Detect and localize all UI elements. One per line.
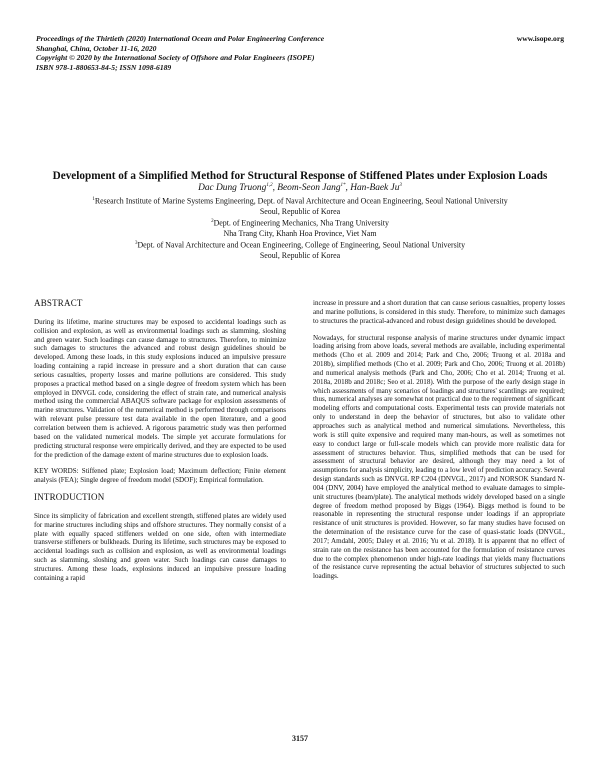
author-affiliation-mark: 1* — [340, 183, 346, 188]
header-line-location: Shanghai, China, October 11-16, 2020 — [36, 43, 157, 53]
affiliation-line: Seoul, Republic of Korea — [259, 250, 341, 260]
affiliation-line — [30, 239, 570, 251]
author-affiliation-mark: 3 — [399, 183, 402, 188]
introduction-paragraph: Since its simplicity of fabrication and excellent strength, stiffened plates are widely used for marine structures including ships and offshore structures. They normally consist of a plate with equally spaced stiffeners welded on one side, often with intermediate transverse stiffeners or bulkheads. During its lifetime, such structures may be exposed to accidental loadings such as collision and explosion, as well as environmental loadings such as slamming, sloshing and green water. Such loadings can cause damages to structures. Among these loads, explosions induced an impulsive pressure loading containing a rapid — [34, 511, 286, 582]
abstract-text: During its lifetime, marine structures may be exposed to accidental loadings such as collision and explosion, as well as environmental loadings such as slamming, sloshing and green water. Such loadings can cause damage to structures. Therefore, to minimize such damages to structures the advanced and robust design guidelines should be developed. Among these loads, in this study explosions induced an impulsive pressure loading containing a rapid increase in pressure and a short duration that can cause serious casualties, property losses and marine pollutions are considered. This study proposes a practical method based on a single degree of freedom system which has been employed in DNVGL code, considering the effect of strain rate, and numerical analysis method using the commercial ABAQUS software package for explosion assessments of marine structures. Validation of the numerical method is performed through comparisons with relevant pulse pressure test data available in the open literature, and a good correlation between them is achieved. A rigorous parametric study was then performed based on the validated numerical models. The simple yet accurate formulations for predicting structural response were empirically derived, and they are expected to be used for the prediction of the damage extent of marine structures due to explosion loads. — [34, 317, 286, 459]
author-separator: , — [272, 183, 278, 194]
author-name: Dac Dung Truong — [198, 183, 267, 194]
page-number: 3157 — [292, 734, 308, 743]
paper-title: Development of a Simplified Method for Structural Response of Stiffened Plates under Explosion Loads — [52, 170, 548, 182]
affiliation-line: Nha Trang City, Khanh Hoa Province, Viet Nam — [223, 228, 377, 238]
author-separator: , — [345, 183, 351, 194]
affiliation-text: Research Institute of Marine Systems Engineering, Dept. of Naval Architecture and Ocean Engineering, Seoul National University — [94, 196, 508, 206]
introduction-paragraph: Nowadays, for structural response analysis of marine structures under dynamic impact loading arising from above loads, several methods are available, including experimental methods (Cho et al. 2009 and 2014; Park and Cho, 2006; Truong et al. 2018a and 2018b), simplified methods (Cho et al. 2009; Park and Cho, 2006; Truong et al. 2018b) and numerical analysis methods (Park and Cho, 2006; Cho et al. 2014; Truong et al. 2018a, 2018b and 2018c; Seo et al. 2018). With the purpose of the early design stage in which assessments of many scenarios of loadings and structures' scantlings are required; thus, numerical analyses are somewhat not practical due to the requirement of significant modeling efforts and computational costs. Experimental tests can provide materials not only to understand in deep the behavior of structures, but also to validate other approaches such as analytical method and numerical simulations. Nevertheless, this work is still quite expensive and required many man-hours, as well as sometimes not easy to conduct large or full-scale models which can provide more realistic data for assessment of structures behavior. Thus, simplified methods that can be used for assessment of structural behavior are desired, although they may need a lot of assumptions for analysis simplicity, leading to a low level of prediction accuracy. Several design standards such as DNVGL RP C204 (DNVGL, 2017) and NORSOK Standard N-004 (DNV, 2004) have employed the analytical method to evaluate damages to simple-unit structures (beam/plate). The analytical methods widely developed based on a single degree of freedom method proposed by Biggs (1964). Biggs method is found to be reasonable in representing the structural response under loadings if an appropriate resistance of unit structures is provided. However, so far many studies have focused on the determination of the resistance curve for the case of quasi-static loads (DNVGL, 2017; Amdahl, 2005; Daley et al. 2016; Yu et al. 2018). It is apparent that no effect of strain rate on the resistance has been accounted for the formulation of resistance curves due to the complex phenomenon under high-rate loadings that yields many fluctuations of the resistance curve representing the actual behavior of structures subjected to such loadings. — [313, 333, 565, 581]
affiliation-line — [30, 217, 570, 229]
header-line-isbn: ISBN 978-1-880653-84-5; ISSN 1098-6189 — [36, 62, 172, 72]
website-link[interactable]: www.isope.org — [516, 34, 564, 43]
author-name: Han-Baek Ju — [350, 183, 400, 194]
author-list — [30, 183, 570, 193]
header-line-copyright: Copyright © 2020 by the International Society of Offshore and Polar Engineers (ISOPE) — [36, 53, 315, 63]
left-column — [34, 299, 286, 591]
affiliation-mark: 3 — [134, 241, 138, 247]
affiliation-text: Dept. of Naval Architecture and Ocean Engineering, College of Engineering, Seoul National University — [137, 240, 466, 250]
author-name: Beom-Seon Jang — [277, 183, 341, 194]
header-line-conference: Proceedings of the Thirtieth (2020) International Ocean and Polar Engineering Conference — [36, 34, 325, 43]
affiliation-mark: 1 — [92, 197, 95, 202]
introduction-heading: INTRODUCTION — [34, 492, 105, 503]
right-column — [313, 299, 565, 589]
abstract-heading: ABSTRACT — [34, 298, 83, 308]
affiliation-line — [30, 195, 570, 207]
author-affiliation-mark: 1,2 — [266, 183, 273, 188]
affiliation-text: Dept. of Engineering Mechanics, Nha Trang University — [213, 218, 389, 228]
affiliation-mark: 2 — [211, 219, 214, 225]
affiliation-list — [30, 195, 570, 261]
introduction-paragraph-continued: increase in pressure and a short duration that can cause serious casualties, property losses and marine pollutions, is considered in this study. Therefore, to minimize such damages to structures the practical-advanced and robust design guidelines should be developed. — [313, 299, 565, 325]
proceedings-header — [36, 34, 436, 72]
affiliation-line: Seoul, Republic of Korea — [259, 206, 341, 216]
keywords: KEY WORDS: Stiffened plate; Explosion load; Maximum deflection; Finite element analysis (FEA); Single degree of freedom model (SDOF); Empirical formulation. — [34, 467, 286, 485]
